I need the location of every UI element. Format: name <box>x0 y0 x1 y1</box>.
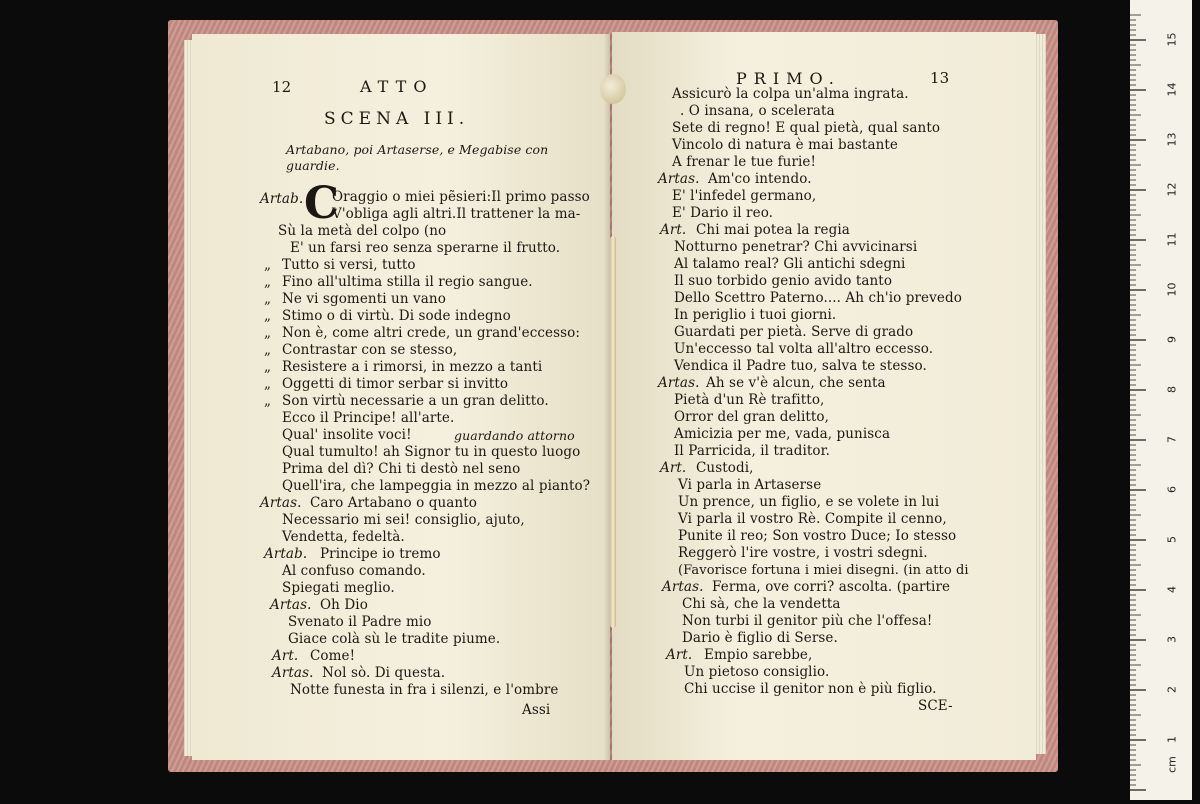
left-page <box>192 34 610 760</box>
running-head: ATTO <box>360 77 434 96</box>
text-line: Pietà d'un Rè trafitto, <box>674 392 825 408</box>
page-number: 13 <box>930 69 950 87</box>
quote-mark: „ <box>264 393 272 409</box>
ruler-ticks <box>1130 0 1192 800</box>
text-line: Ah se v'è alcun, che senta <box>706 375 886 391</box>
text-line: Sù la metà del colpo (no <box>278 223 447 239</box>
text-line: Orror del gran delitto, <box>674 409 830 425</box>
text-line: Tutto si versi, tutto <box>282 257 416 273</box>
text-line: Caro Artabano o quanto <box>310 495 477 511</box>
text-line: Vendica il Padre tuo, salva te stesso. <box>674 358 927 374</box>
text-line: Vi parla in Artaserse <box>678 477 822 493</box>
text-line: V'obliga agli altri.Il trattener la ma- <box>332 206 581 222</box>
speaker-label: Artas. <box>658 171 700 187</box>
binding-knot <box>600 74 626 104</box>
ruler-number: 2 <box>1165 686 1179 693</box>
text-line: Non è, come altri crede, un grand'eccesso: <box>282 325 581 341</box>
text-line: Guardati per pietà. Serve di grado <box>674 324 914 340</box>
ruler-number: 10 <box>1165 282 1179 297</box>
page-edges-right <box>1036 34 1046 754</box>
binding-thread <box>610 236 616 628</box>
text-line: E' un farsi reo senza sperarne il frutto. <box>290 240 561 256</box>
text-line: Non turbi il genitor più che l'offesa! <box>682 613 933 629</box>
text-line: Nol sò. Di questa. <box>322 665 446 681</box>
quote-mark: „ <box>264 325 272 341</box>
text-line: Oh Dio <box>320 597 368 613</box>
speaker-label: Artas. <box>658 375 700 391</box>
text-line: (Favorisce fortuna i miei disegni. (in atto di <box>678 563 969 578</box>
ruler-number: 8 <box>1165 386 1179 393</box>
text-line: Resistere a i rimorsi, in mezzo a tanti <box>282 359 543 375</box>
text-line: Ecco il Principe! all'arte. <box>282 410 455 426</box>
ruler-number: 12 <box>1165 182 1179 197</box>
scale-ruler <box>1130 0 1192 800</box>
text-line: Un'eccesso tal volta all'altro eccesso. <box>674 341 934 357</box>
ruler-number: 9 <box>1165 336 1179 343</box>
ruler-number: 4 <box>1165 586 1179 593</box>
text-line: . O insana, o scelerata <box>680 103 835 119</box>
text-line: E' l'infedel germano, <box>672 188 817 204</box>
text-line: Oggetti di timor serbar si invitto <box>282 376 509 392</box>
text-line: Al talamo real? Gli antichi sdegni <box>674 256 906 272</box>
text-line: In periglio i tuoi giorni. <box>674 307 837 323</box>
text-line: Am'co intendo. <box>708 171 812 187</box>
text-line: Dello Scettro Paterno.... Ah ch'io prevedo <box>674 290 962 306</box>
text-line: A frenar le tue furie! <box>672 154 817 170</box>
text-line: Notte funesta in fra i silenzi, e l'ombre <box>290 682 559 698</box>
text-line: Ne vi sgomenti un vano <box>282 291 446 307</box>
text-line: Vi parla il vostro Rè. Compite il cenno, <box>678 511 947 527</box>
right-page <box>612 32 1036 760</box>
ruler-number: 7 <box>1165 436 1179 443</box>
ruler-number: 6 <box>1165 486 1179 493</box>
text-line: Chi sà, che la vendetta <box>682 596 841 612</box>
text-line: Qual tumulto! ah Signor tu in questo luogo <box>282 444 581 460</box>
quote-mark: „ <box>264 308 272 324</box>
speaker-label: Artab. <box>264 546 308 562</box>
text-line: Ferma, ove corri? ascolta. (partire <box>712 579 951 595</box>
speaker-label: Artab. <box>260 191 304 207</box>
ruler-number: 13 <box>1165 132 1179 147</box>
text-line: Chi uccise il genitor non è più figlio. <box>684 681 937 697</box>
stage-direction: Artabano, poi Artaserse, e Megabise con guardie. <box>286 142 549 173</box>
scene-title: SCENA III. <box>324 109 470 129</box>
speaker-label: Art. <box>660 460 687 476</box>
speaker-label: Artas. <box>270 597 312 613</box>
text-line: Oraggio o miei pẽsieri:Il primo passo <box>332 189 590 205</box>
quote-mark: „ <box>264 376 272 392</box>
speaker-label: Art. <box>272 648 299 664</box>
text-line: Il Parricida, il traditor. <box>674 443 831 459</box>
speaker-label: Artas. <box>662 579 704 595</box>
text-line: Sete di regno! E qual pietà, qual santo <box>672 120 941 136</box>
ruler-number: 11 <box>1165 232 1179 247</box>
text-line: Qual' insolite voci! <box>282 427 412 443</box>
text-line: Vincolo di natura è mai bastante <box>672 137 898 153</box>
quote-mark: „ <box>264 342 272 358</box>
quote-mark: „ <box>264 291 272 307</box>
text-line: Empio sarebbe, <box>704 647 813 663</box>
text-line: Son virtù necessarie a un gran delitto. <box>282 393 549 409</box>
ruler-unit-label: cm <box>1165 756 1179 773</box>
ruler-number: 1 <box>1165 736 1179 743</box>
speaker-label: Art. <box>666 647 693 663</box>
speaker-label: Artas. <box>272 665 314 681</box>
text-line: E' Dario il reo. <box>672 205 774 221</box>
text-line: Vendetta, fedeltà. <box>282 529 405 545</box>
ruler-number: 5 <box>1165 536 1179 543</box>
text-line: Spiegati meglio. <box>282 580 395 596</box>
text-line: Al confuso comando. <box>282 563 426 579</box>
aside-direction: guardando attorno <box>454 428 575 443</box>
text-line: Un pietoso consiglio. <box>684 664 830 680</box>
text-line: Notturno penetrar? Chi avvicinarsi <box>674 239 918 255</box>
speaker-label: Art. <box>660 222 687 238</box>
ruler-number: 3 <box>1165 636 1179 643</box>
text-line: Come! <box>310 648 356 664</box>
catchword: Assi <box>522 702 551 718</box>
text-line: Necessario mi sei! consiglio, ajuto, <box>282 512 525 528</box>
quote-mark: „ <box>264 257 272 273</box>
ruler-number: 15 <box>1165 32 1179 47</box>
quote-mark: „ <box>264 359 272 375</box>
text-line: Contrastar con se stesso, <box>282 342 458 358</box>
text-line: Custodi, <box>696 460 754 476</box>
ruler-number: 14 <box>1165 82 1179 97</box>
text-line: Reggerò l'ire vostre, i vostri sdegni. <box>678 545 928 561</box>
drop-cap: C <box>304 178 340 229</box>
text-line: Prima del dì? Chi ti destò nel seno <box>282 461 521 477</box>
text-line: Il suo torbido genio avido tanto <box>674 273 893 289</box>
running-head: PRIMO. <box>736 69 841 88</box>
text-line: Stimo o di virtù. Di sode indegno <box>282 308 511 324</box>
text-line: Fino all'ultima stilla il regio sangue. <box>282 274 533 290</box>
text-line: Assicurò la colpa un'alma ingrata. <box>672 86 909 102</box>
page-number: 12 <box>272 78 292 96</box>
text-line: Amicizia per me, vada, punisca <box>674 426 891 442</box>
text-line: Un prence, un figlio, e se volete in lui <box>678 494 940 510</box>
text-line: Quell'ira, che lampeggia in mezzo al pianto? <box>282 478 591 494</box>
text-line: Dario è figlio di Serse. <box>682 630 838 646</box>
text-line: Chi mai potea la regia <box>696 222 850 238</box>
text-line: Punite il reo; Son vostro Duce; Io stesso <box>678 528 957 544</box>
quote-mark: „ <box>264 274 272 290</box>
text-line: Svenato il Padre mio <box>288 614 432 630</box>
catchword: SCE- <box>918 698 953 714</box>
text-line: Principe io tremo <box>320 546 441 562</box>
speaker-label: Artas. <box>260 495 302 511</box>
text-line: Giace colà sù le tradite piume. <box>288 631 501 647</box>
